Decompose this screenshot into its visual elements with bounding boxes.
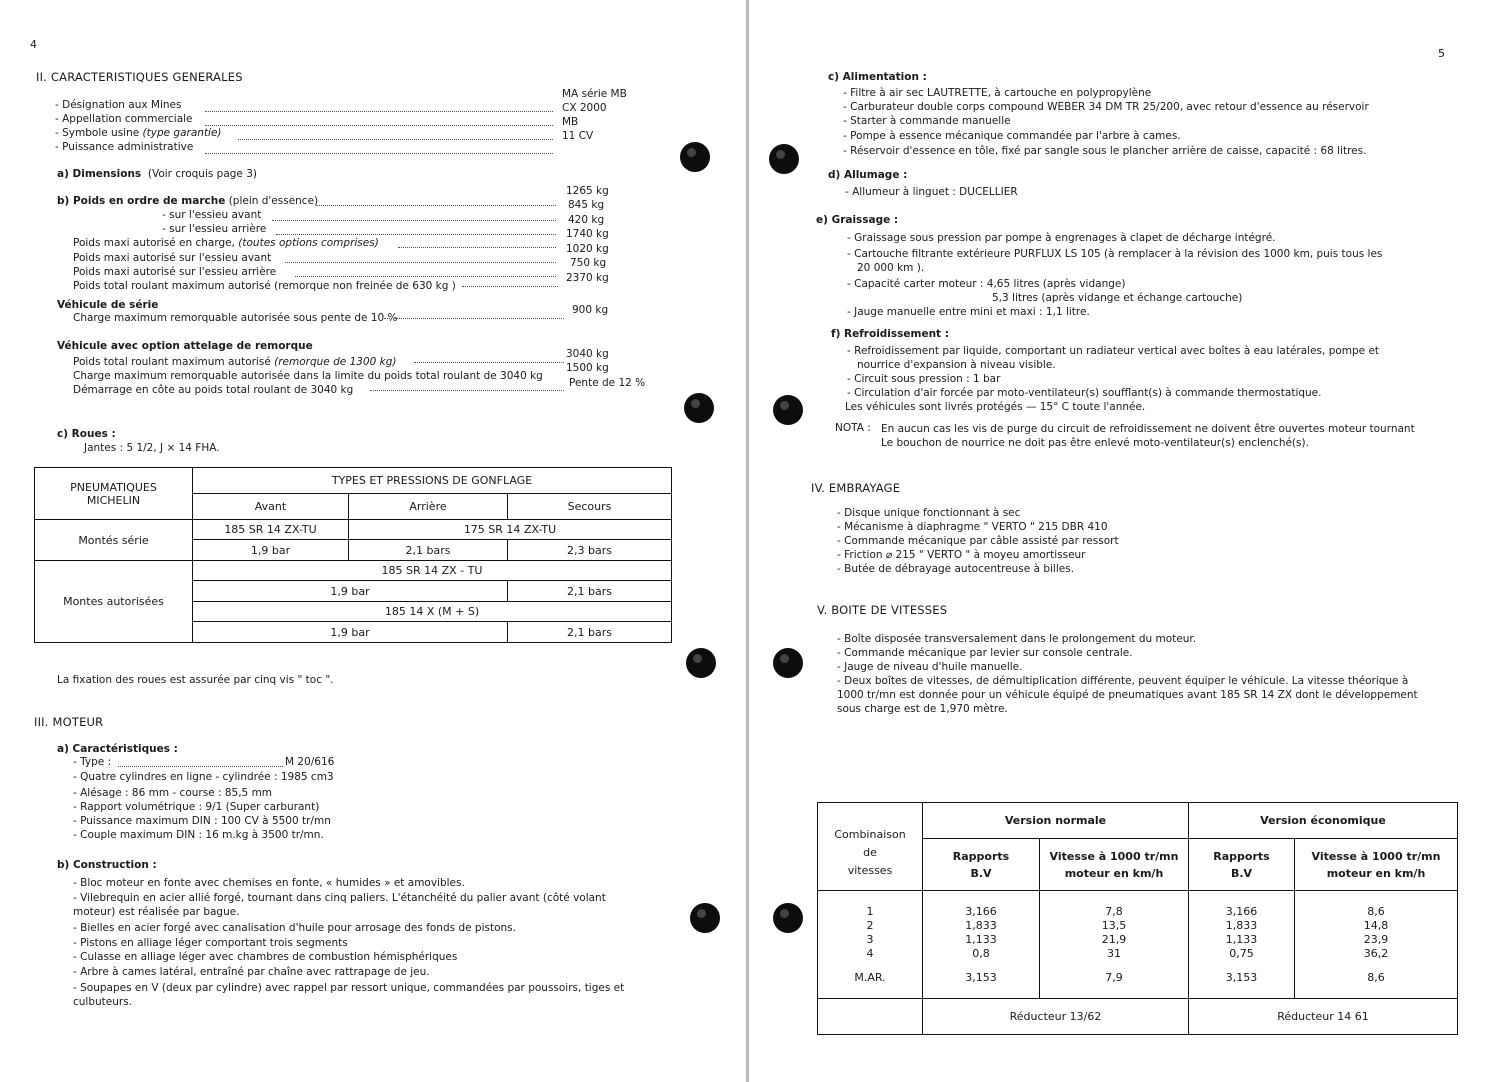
list-item: - Carburateur double corps compound WEBER 34 DM TR 25/200, avec retour d'essence au réservoir	[843, 101, 1369, 113]
graissage-title: e) Graissage :	[816, 214, 899, 226]
list-item: 5,3 litres (après vidange et échange cartouche)	[992, 292, 1243, 304]
weight-label: - sur l'essieu arrière	[162, 223, 267, 235]
remorque-label: Poids total roulant maximum autorisé (remorque de 1300 kg)	[73, 356, 397, 368]
list-item: - Pistons en alliage léger comportant trois segments	[73, 937, 348, 949]
puissance-label: - Puissance administrative	[55, 141, 194, 153]
weight-value: 1265 kg	[566, 185, 609, 197]
weight-value: 845 kg	[568, 199, 605, 211]
appellation-value: MB	[562, 116, 579, 128]
serie-label: Charge maximum remorquable autorisée sous pente de 10 %	[73, 312, 398, 324]
binder-hole-icon	[680, 142, 710, 172]
binder-hole-icon	[773, 395, 803, 425]
boite-list	[837, 632, 1418, 716]
table-cell: 1,9 bar	[193, 622, 508, 643]
list-item: - Filtre à air sec LAUTRETTE, à cartouche en polypropylène	[843, 87, 1152, 99]
list-item: Le bouchon de nourrice ne doit pas être enlevé moto-ventilateur(s) enclenché(s).	[881, 437, 1309, 449]
designation-value-2: CX 2000	[562, 102, 607, 114]
remorque-label: Démarrage en côte au poids total roulant de 3040 kg	[73, 384, 354, 396]
table-cell: Réducteur 14 61	[1189, 999, 1458, 1035]
weights-title: b) Poids en ordre de marche (plein d'essence)	[57, 195, 319, 207]
boite-title: V. BOITE DE VITESSES	[817, 603, 948, 617]
moteur-title: III. MOTEUR	[34, 715, 104, 729]
table-cell: 185 14 X (M + S)	[193, 602, 672, 622]
gear-table	[817, 802, 1458, 1035]
binder-hole-icon	[773, 903, 803, 933]
table-header: Rapports B.V	[923, 839, 1040, 891]
list-item: - Refroidissement par liquide, comportant un radiateur vertical avec boîtes à eau latérales, pompe et	[847, 345, 1380, 357]
list-item: - Culasse en alliage léger avec chambres de combustion hémisphériques	[73, 951, 458, 963]
fixation-line: La fixation des roues est assurée par cinq vis " toc ".	[57, 674, 334, 686]
graissage-list	[847, 231, 1382, 319]
construction-title: b) Construction :	[57, 859, 157, 871]
table-cell: 1,9 bar	[193, 581, 508, 602]
remorque-value: 3040 kg	[566, 348, 609, 360]
binder-hole-icon	[686, 648, 716, 678]
list-item: 1000 tr/mn est donnée pour un véhicule équipé de pneumatiques avant 185 SR 14 ZX dont le développement	[837, 689, 1418, 701]
table-header: Vitesse à 1000 tr/mn moteur en km/h	[1295, 839, 1458, 891]
weight-value: 1020 kg	[566, 243, 609, 255]
refroid-title: f) Refroidissement :	[831, 328, 949, 340]
list-item: - Friction ⌀ 215 " VERTO " à moyeu amortisseur	[837, 549, 1086, 561]
binder-hole-icon	[769, 144, 799, 174]
remorque-value: Pente de 12 %	[569, 377, 646, 389]
page-number: 5	[1438, 47, 1445, 60]
list-item: - Circulation d'air forcée par moto-ventilateur(s) soufflant(s) à commande thermostatique.	[847, 387, 1322, 399]
list-item: - Arbre à cames latéral, entraîné par chaîne avec rattrapage de jeu.	[73, 966, 430, 978]
appellation-label: - Appellation commerciale	[55, 113, 193, 125]
table-header: Rapports B.V	[1189, 839, 1295, 891]
list-item: - Puissance maximum DIN : 100 CV à 5500 tr/mn	[73, 815, 331, 827]
list-item: culbuteurs.	[73, 996, 133, 1008]
binder-hole-icon	[773, 648, 803, 678]
table-cell: 2,1 bars	[508, 622, 672, 643]
weight-label: Poids total roulant maximum autorisé (remorque non freinée de 630 kg )	[73, 280, 456, 292]
weight-value: 2370 kg	[566, 272, 609, 284]
table-cell	[818, 999, 923, 1035]
designation-value: MA série MB	[562, 88, 627, 100]
list-item: nourrice d'expansion à niveau visible.	[857, 359, 1056, 371]
remorque-value: 1500 kg	[566, 362, 609, 374]
table-header: Avant	[193, 494, 349, 520]
weight-label: Poids maxi autorisé sur l'essieu arrière	[73, 266, 277, 278]
list-item: - Jauge manuelle entre mini et maxi : 1,1 litre.	[847, 306, 1090, 318]
list-item: - Couple maximum DIN : 16 m.kg à 3500 tr/mn.	[73, 829, 324, 841]
list-item: - Capacité carter moteur : 4,65 litres (après vidange)	[847, 278, 1126, 290]
list-item: - Bielles en acier forgé avec canalisation d'huile pour arrosage des fonds de pistons.	[73, 922, 516, 934]
page-fold	[746, 0, 749, 1082]
weight-label: Poids maxi autorisé en charge, (toutes options comprises)	[73, 237, 379, 249]
list-item: - Mécanisme à diaphragme " VERTO " 215 DBR 410	[837, 521, 1108, 533]
list-item: - Quatre cylindres en ligne - cylindrée : 1985 cm3	[73, 771, 334, 783]
table-cell: 2,1 bars	[349, 540, 508, 561]
page-number: 4	[30, 38, 37, 51]
list-item: - Bloc moteur en fonte avec chemises en fonte, « humides » et amovibles.	[73, 877, 465, 889]
nota-list	[881, 422, 1415, 450]
symbole-value: 11 CV	[562, 130, 594, 142]
roues-title: c) Roues :	[57, 428, 116, 440]
list-item: - Graissage sous pression par pompe à engrenages à clapet de décharge intégré.	[847, 232, 1276, 244]
right-page	[755, 0, 1500, 1082]
embrayage-title: IV. EMBRAYAGE	[811, 481, 901, 495]
weight-value: 420 kg	[568, 214, 605, 226]
table-cell: Réducteur 13/62	[923, 999, 1189, 1035]
list-item: - Starter à commande manuelle	[843, 115, 1011, 127]
binder-hole-icon	[684, 393, 714, 423]
list-item: - Vilebrequin en acier allié forgé, tournant dans cinq paliers. L'étanchéité du palier avant (côté volant	[73, 892, 606, 904]
list-item: - Alésage : 86 mm - course : 85,5 mm	[73, 787, 273, 799]
table-cell: 2,1 bars	[508, 581, 672, 602]
list-item: - Deux boîtes de vitesses, de démultiplication différente, peuvent équiper le véhicule. La vitesse théorique à	[837, 675, 1409, 687]
list-item: - Commande mécanique par levier sur console centrale.	[837, 647, 1133, 659]
table-header: Version économique	[1189, 803, 1458, 839]
carac-type-value: M 20/616	[285, 756, 335, 768]
allumage-title: d) Allumage :	[828, 169, 908, 181]
list-item: Les véhicules sont livrés protégés — 15° C toute l'année.	[845, 401, 1146, 413]
table-cell: Montes autorisées	[35, 561, 193, 643]
weight-value: 750 kg	[570, 257, 607, 269]
weight-value: 1740 kg	[566, 228, 609, 240]
table-cell: 175 SR 14 ZX-TU	[349, 520, 672, 540]
table-header: Combinaison de vitesses	[818, 803, 923, 891]
table-cell: 1,9 bar	[193, 540, 349, 561]
refroid-list	[847, 344, 1379, 414]
left-page	[0, 0, 745, 1082]
list-item: - Boîte disposée transversalement dans le prolongement du moteur.	[837, 633, 1197, 645]
table-cell: 3,166 1,833 1,133 0,75 3,153	[1189, 891, 1295, 999]
serie-value: 900 kg	[572, 304, 609, 316]
table-cell: 8,6 14,8 23,9 36,2 8,6	[1295, 891, 1458, 999]
carac-title: a) Caractéristiques :	[57, 743, 178, 755]
alim-title: c) Alimentation :	[828, 71, 927, 83]
allumage-line: - Allumeur à linguet : DUCELLIER	[845, 186, 1018, 198]
table-header: TYPES ET PRESSIONS DE GONFLAGE	[193, 468, 672, 494]
remorque-title: Véhicule avec option attelage de remorque	[57, 340, 313, 352]
nota-label: NOTA :	[835, 422, 871, 434]
list-item: - Commande mécanique par câble assisté par ressort	[837, 535, 1119, 547]
table-cell: 185 SR 14 ZX-TU	[193, 520, 349, 540]
list-item: - Réservoir d'essence en tôle, fixé par sangle sous le plancher arrière de caisse, capacité : 68 litres.	[843, 145, 1367, 157]
dimensions-line: a) Dimensions (Voir croquis page 3)	[57, 168, 258, 180]
list-item: sous charge est de 1,970 mètre.	[837, 703, 1008, 715]
table-cell: 1 2 3 4 M.AR.	[818, 891, 923, 999]
table-cell: 2,3 bars	[508, 540, 672, 561]
list-item: - Circuit sous pression : 1 bar	[847, 373, 1001, 385]
serie-title: Véhicule de série	[57, 299, 159, 311]
table-cell: 185 SR 14 ZX - TU	[193, 561, 672, 581]
table-cell: 7,8 13,5 21,9 31 7,9	[1040, 891, 1189, 999]
table-header: Arrière	[349, 494, 508, 520]
list-item: - Pompe à essence mécanique commandée par l'arbre à cames.	[843, 130, 1181, 142]
list-item: - Soupapes en V (deux par cylindre) avec rappel par ressort unique, commandées par poussoirs, tiges et	[73, 982, 625, 994]
list-item: - Disque unique fonctionnant à sec	[837, 507, 1021, 519]
list-item: - Cartouche filtrante extérieure PURFLUX LS 105 (à remplacer à la révision des 1000 km, puis tous les	[847, 248, 1383, 260]
remorque-label: Charge maximum remorquable autorisée dans la limite du poids total roulant de 3040 kg	[73, 370, 543, 382]
symbole-label: - Symbole usine (type garantie)	[55, 127, 222, 139]
table-cell: Montés série	[35, 520, 193, 561]
weight-label: Poids maxi autorisé sur l'essieu avant	[73, 252, 272, 264]
alim-list	[843, 86, 1369, 158]
tyre-table	[34, 467, 672, 643]
table-header: Vitesse à 1000 tr/mn moteur en km/h	[1040, 839, 1189, 891]
list-item: - Jauge de niveau d'huile manuelle.	[837, 661, 1023, 673]
carac-list	[73, 770, 334, 842]
list-item: - Butée de débrayage autocentreuse à billes.	[837, 563, 1075, 575]
designation-label: - Désignation aux Mines	[55, 99, 182, 111]
construction-list	[73, 876, 624, 1009]
table-row	[818, 891, 1458, 999]
table-header: Secours	[508, 494, 672, 520]
list-item: moteur) est réalisée par bague.	[73, 906, 240, 918]
binder-hole-icon	[690, 903, 720, 933]
table-header: Version normale	[923, 803, 1189, 839]
weight-label: - sur l'essieu avant	[162, 209, 262, 221]
section-title: II. CARACTERISTIQUES GENERALES	[36, 70, 243, 84]
table-header: PNEUMATIQUES MICHELIN	[35, 468, 193, 520]
list-item: En aucun cas les vis de purge du circuit de refroidissement ne doivent être ouvertes moteur tournant	[881, 423, 1415, 435]
roues-line: Jantes : 5 1/2, J × 14 FHA.	[84, 442, 220, 454]
embrayage-list	[837, 506, 1119, 576]
table-cell: 3,166 1,833 1,133 0,8 3,153	[923, 891, 1040, 999]
list-item: 20 000 km ).	[857, 262, 925, 274]
list-item: - Rapport volumétrique : 9/1 (Super carburant)	[73, 801, 320, 813]
carac-type-label: - Type :	[73, 756, 112, 768]
